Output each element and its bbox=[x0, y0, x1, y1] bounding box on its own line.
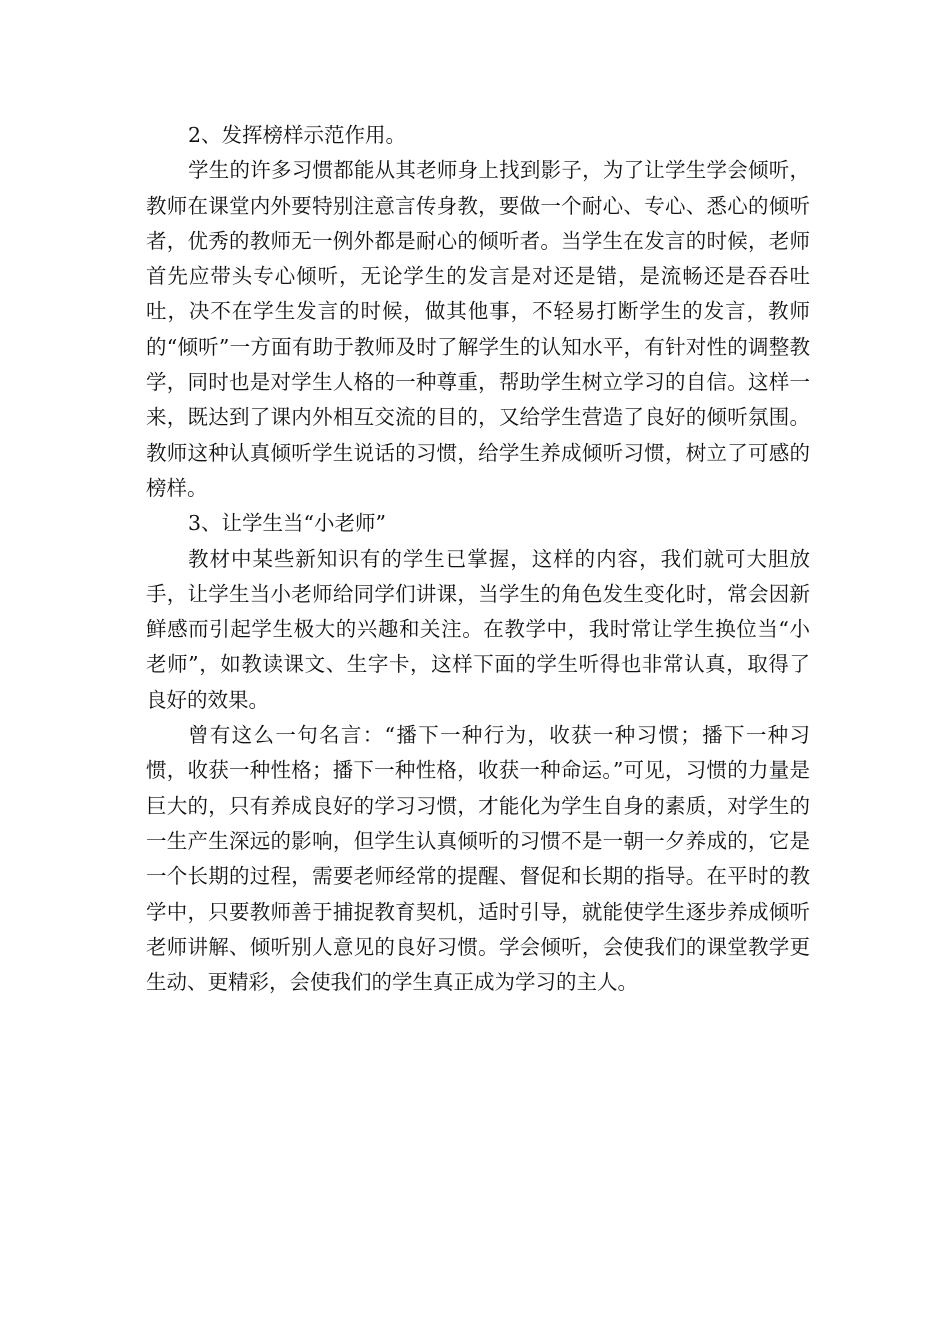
section-heading-3: 3、让学生当“小老师” bbox=[188, 511, 387, 536]
document-body bbox=[146, 118, 810, 1000]
section-heading-2: 2、发挥榜样示范作用。 bbox=[188, 123, 407, 147]
paragraph-conclusion: 曾有这么一句名言：“播下一种行为，收获一种习惯；播下一种习惯，收获一种性格；播下一种性格，收获一种命运。”可见，习惯的力量是巨大的，只有养成良好的学习习惯，才能化为学生自身的素质，对学生的一生产生深远的影响，但学生认真倾听的习惯不是一朝一夕养成的，它是一个长期的过程，需要老师经常的提醒、督促和长期的指导。在平时的教学中，只要教师善于捕捉教育契机，适时引导，就能使学生逐步养成倾听老师讲解、倾听别人意见的良好习惯。学会倾听，会使我们的课堂教学更生动、更精彩，会使我们的学生真正成为学习的主人。 bbox=[146, 723, 810, 995]
paragraph-role-model: 学生的许多习惯都能从其老师身上找到影子，为了让学生学会倾听，教师在课堂内外要特别注意言传身教，要做一个耐心、专心、悉心的倾听者，优秀的教师无一例外都是耐心的倾听者。当学生在发言的时候，老师首先应带头专心倾听，无论学生的发言是对还是错，是流畅还是吞吞吐吐，决不在学生发言的时候，做其他事，不轻易打断学生的发言，教师的“倾听”一方面有助于教师及时了解学生的认知水平，有针对性的调整教学，同时也是对学生人格的一种尊重，帮助学生树立学习的自信。这样一来，既达到了课内外相互交流的目的，又给学生营造了良好的倾听氛围。教师这种认真倾听学生说话的习惯，给学生养成倾听习惯，树立了可感的榜样。 bbox=[146, 158, 810, 500]
paragraph-little-teacher: 教材中某些新知识有的学生已掌握，这样的内容，我们就可大胆放手，让学生当小老师给同学们讲课，当学生的角色发生变化时，常会因新鲜感而引起学生极大的兴趣和关注。在教学中，我时常让学生换位当“小老师”，如教读课文、生字卡，这样下面的学生听得也非常认真，取得了良好的效果。 bbox=[146, 546, 810, 712]
